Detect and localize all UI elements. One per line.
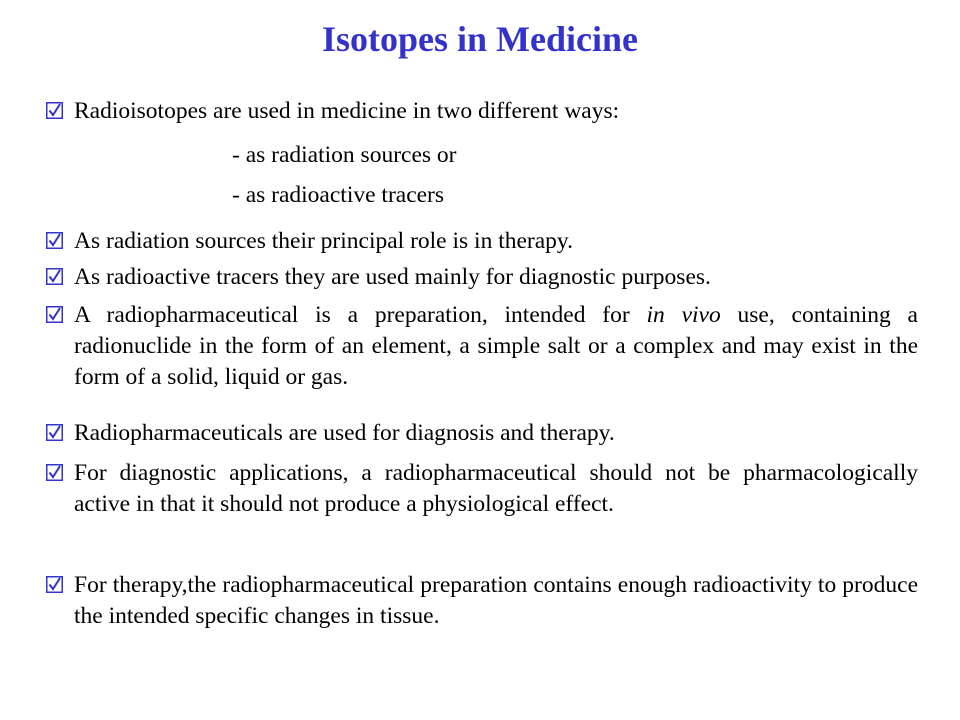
checkbox-checked-icon [46, 464, 63, 481]
bullet-text-part: A radiopharmaceutical is a preparation, intended for [74, 302, 647, 328]
bullet-item [46, 96, 918, 127]
bullet-item [46, 458, 918, 520]
bullet-item [46, 418, 918, 449]
checkbox-checked-icon [46, 576, 63, 593]
checkbox-checked-icon [46, 424, 63, 441]
page-title: Isotopes in Medicine [321, 19, 638, 59]
sub-item: - as radiation sources or [232, 142, 457, 168]
checkbox-checked-icon [46, 102, 63, 119]
bullet-item [46, 226, 918, 257]
bullet-item [46, 570, 918, 632]
bullet-text [74, 300, 918, 393]
bullet-text-part: use, containing a radionuclide in the form of an element, a simple salt or a complex and may exist in the form of a solid, liquid or gas. [74, 302, 918, 390]
bullet-text: For diagnostic applications, a radiopharmaceutical should not be pharmacologically active in that it should not produce a physiological effect. [74, 460, 918, 517]
italic-term: in vivo [646, 302, 721, 328]
bullet-text: For therapy,the radiopharmaceutical preparation contains enough radioactivity to produce the intended specific changes in tissue. [74, 572, 918, 629]
checkbox-checked-icon [46, 232, 63, 249]
bullet-text: Radiopharmaceuticals are used for diagnosis and therapy. [74, 420, 615, 446]
checkbox-checked-icon [46, 306, 63, 323]
bullet-item [46, 262, 918, 293]
bullet-text: As radiation sources their principal role is in therapy. [74, 228, 574, 254]
sub-item: - as radioactive tracers [232, 182, 445, 208]
checkbox-checked-icon [46, 268, 63, 285]
bullet-text: Radioisotopes are used in medicine in two different ways: [74, 98, 620, 124]
bullet-text: As radioactive tracers they are used mainly for diagnostic purposes. [74, 264, 711, 290]
bullet-item [46, 300, 918, 393]
